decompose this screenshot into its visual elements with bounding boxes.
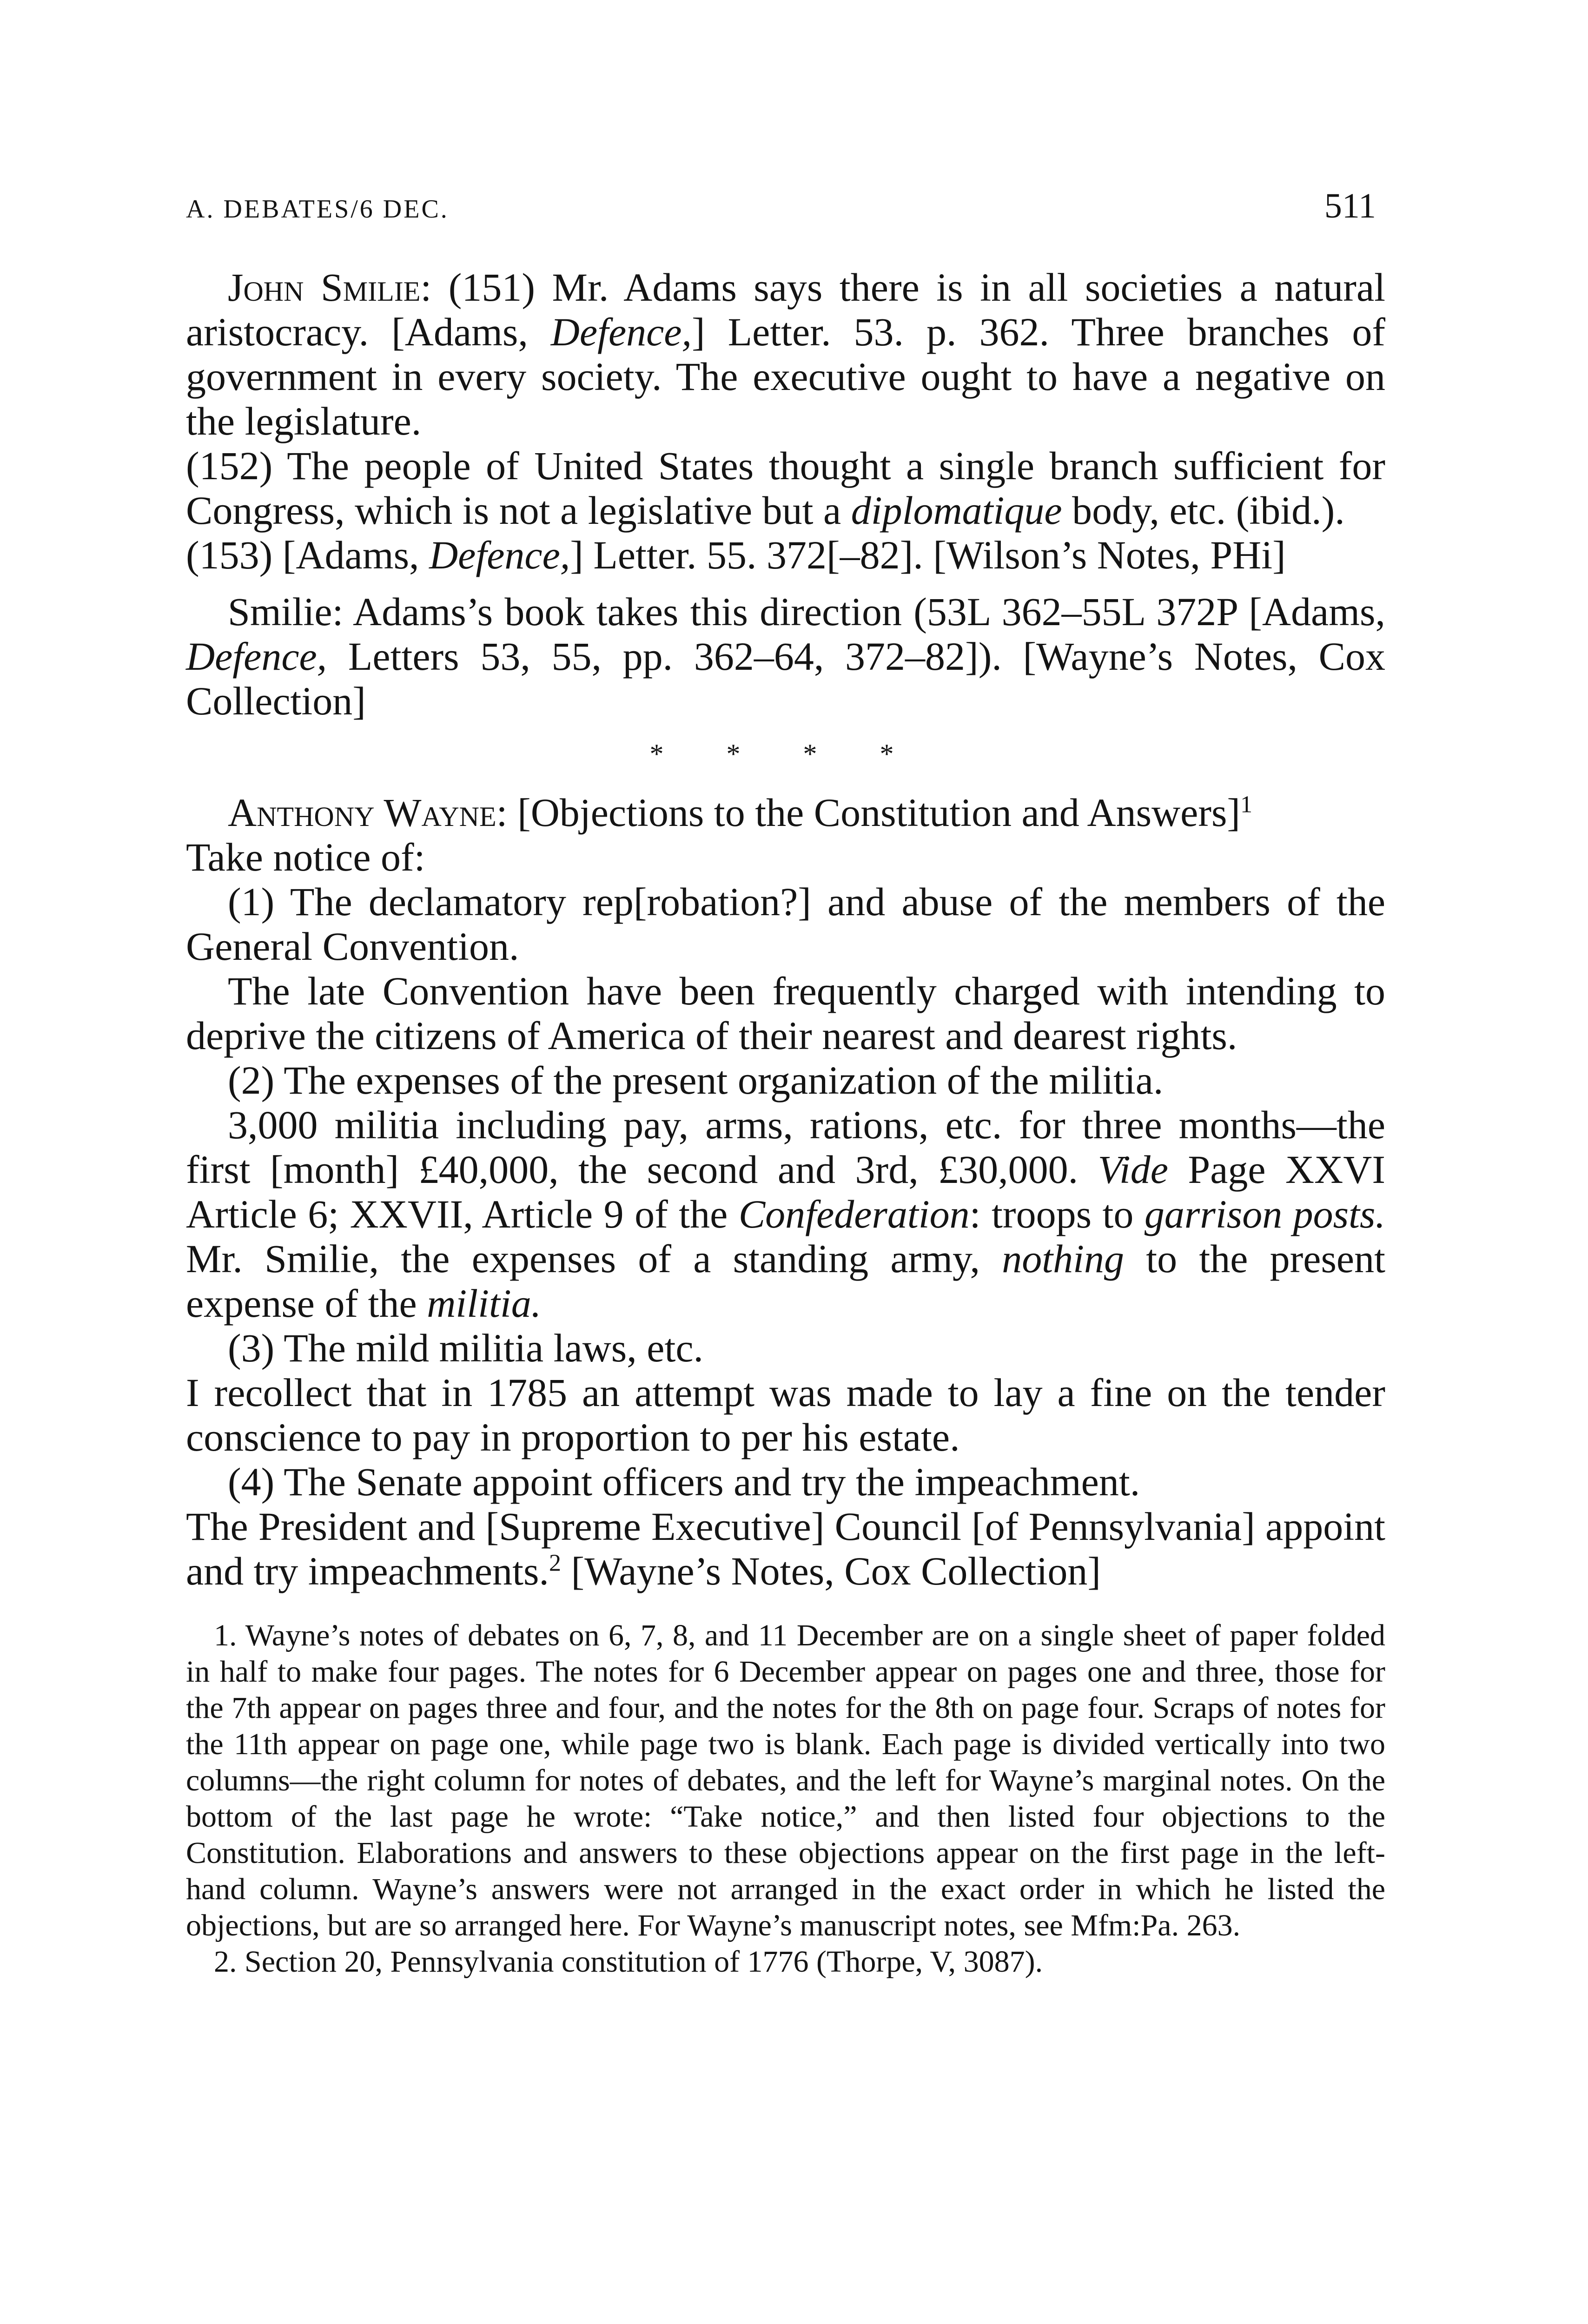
objection-3: (3) The mild militia laws, etc. [228,1326,704,1370]
smilie-paragraph-152: (152) The people of United States thought a single branch sufficient for Congress, which is not a legislative but a diplomatique body, etc. (ibid.). [186,443,1385,533]
smilie-paragraph-153: (153) [Adams, Defence,] Letter. 55. 372[–82]. [Wilson’s Notes, PHi] [186,533,1286,577]
wayne-notes-smilie: Smilie: Adams’s book takes this direction (53L 362–55L 372P [Adams, Defence, Letters 53, 55, pp. 362–64, 372–82]). [Wayne’s Notes, Cox Collection] [186,589,1385,723]
footnote-1: 1. Wayne’s notes of debates on 6, 7, 8, and 11 December are on a single sheet of paper folded in half to make four pages. The notes for 6 December appear on pages one and three, those for the 7th appear on pages three and four, and the notes for the 8th on page four. Scraps of notes for the 11th appear on page one, while page two is blank. Each page is divided vertically into two columns—the right column for notes of debates, and the left for Wayne’s marginal notes. On the bottom of the last page he wrote: “Take notice,” and then listed four objections to the Constitution. Elaborations and answers to these objections appear on the first page in the left-hand column. Wayne’s answers were not arranged in the exact order in which he listed the objections, but are so arranged here. For Wayne’s manuscript notes, see Mfm:Pa. 263. [186,1618,1385,1942]
take-notice: Take notice of: [186,835,425,879]
answer-2: 3,000 militia including pay, arms, rations, etc. for three months—the first [month] £40,000, the second and 3rd, £30,000. Vide Page XXVI Article 6; XXVII, Article 9 of the Confederation: troops to garrison posts. Mr. Smilie, the expenses of a standing army, nothing to the present expense of the militia. [186,1103,1385,1326]
answer-4: The President and [Supreme Executive] Council [of Pennsylvania] appoint and try impeachments.$^2$ [Wayne’s Notes, Cox Collection] [186,1504,1385,1593]
answer-1: The late Convention have been frequently charged with intending to deprive the citizens of America of their nearest and dearest rights. [186,969,1385,1058]
speaker-smilie: John Smilie: [228,265,432,310]
wayne-heading: Anthony Wayne: [Objections to the Constitution and Answers]$^1$ [228,790,1253,835]
page-header [186,186,1376,226]
answer-3: I recollect that in 1785 an attempt was made to lay a fine on the tender conscience to pay in proportion to per his estate. [186,1370,1385,1459]
footnotes [186,1618,1385,1980]
smilie-paragraph-151: John Smilie: (151) Mr. Adams says there is in all societies a natural aristocracy. [Adams, Defence,] Letter. 53. p. 362. Three branches of government in every society. The executive ought to have a negative on the legislature. [186,265,1386,443]
objection-4: (4) The Senate appoint officers and try the impeachment. [228,1459,1140,1504]
footnote-2: 2. Section 20, Pennsylvania constitution of 1776 (Thorpe, V, 3087). [214,1945,1043,1979]
speaker-wayne: Anthony Wayne: [228,790,508,835]
page-number: 511 [1324,186,1376,225]
footnote-ref-2: 2 [549,1550,561,1577]
section-separator: * * * * [649,739,922,769]
objection-1: (1) The declamatory rep[robation?] and abuse of the members of the General Convention. [186,879,1385,969]
objection-2: (2) The expenses of the present organization of the militia. [228,1058,1164,1103]
main-text [186,265,1385,1593]
running-head: A. DEBATES/6 DEC. [186,195,449,224]
footnote-ref-1: 1 [1240,791,1253,818]
